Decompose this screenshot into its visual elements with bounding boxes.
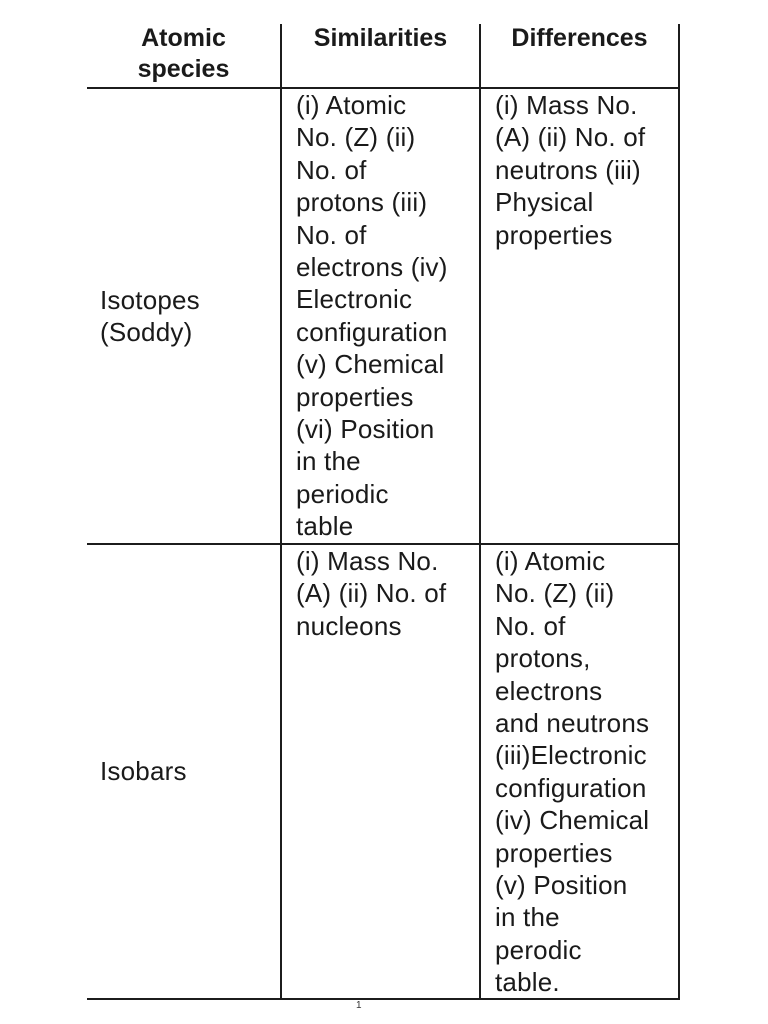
header-similarities: Similarities bbox=[313, 24, 448, 52]
isobars-differences-cell: (i) Atomic No. (Z) (ii) No. of protons, electrons and neutrons (iii)Electronic configuration (iv) Chemical properties (v) Position in the perodic table. bbox=[495, 546, 650, 998]
isotopes-species-cell: Isotopes (Soddy) bbox=[100, 285, 200, 348]
column-divider bbox=[479, 24, 481, 1000]
header-atomic-species: Atomic species bbox=[137, 24, 230, 83]
table-right-border bbox=[678, 24, 680, 1000]
column-divider bbox=[280, 24, 282, 1000]
isotopes-differences-cell: (i) Mass No. (A) (ii) No. of neutrons (iii) Physical properties bbox=[495, 90, 646, 250]
isobars-species-cell: Isobars bbox=[100, 756, 187, 786]
page-number: 1 bbox=[356, 1000, 362, 1011]
isobars-similarities-cell: (i) Mass No. (A) (ii) No. of nucleons bbox=[296, 546, 447, 641]
isotopes-similarities-cell: (i) Atomic No. (Z) (ii) No. of protons (iii) No. of electrons (iv) Electronic configuration (v) Chemical properties (vi) Position in the periodic table bbox=[296, 90, 448, 542]
header-differences: Differences bbox=[511, 24, 648, 52]
